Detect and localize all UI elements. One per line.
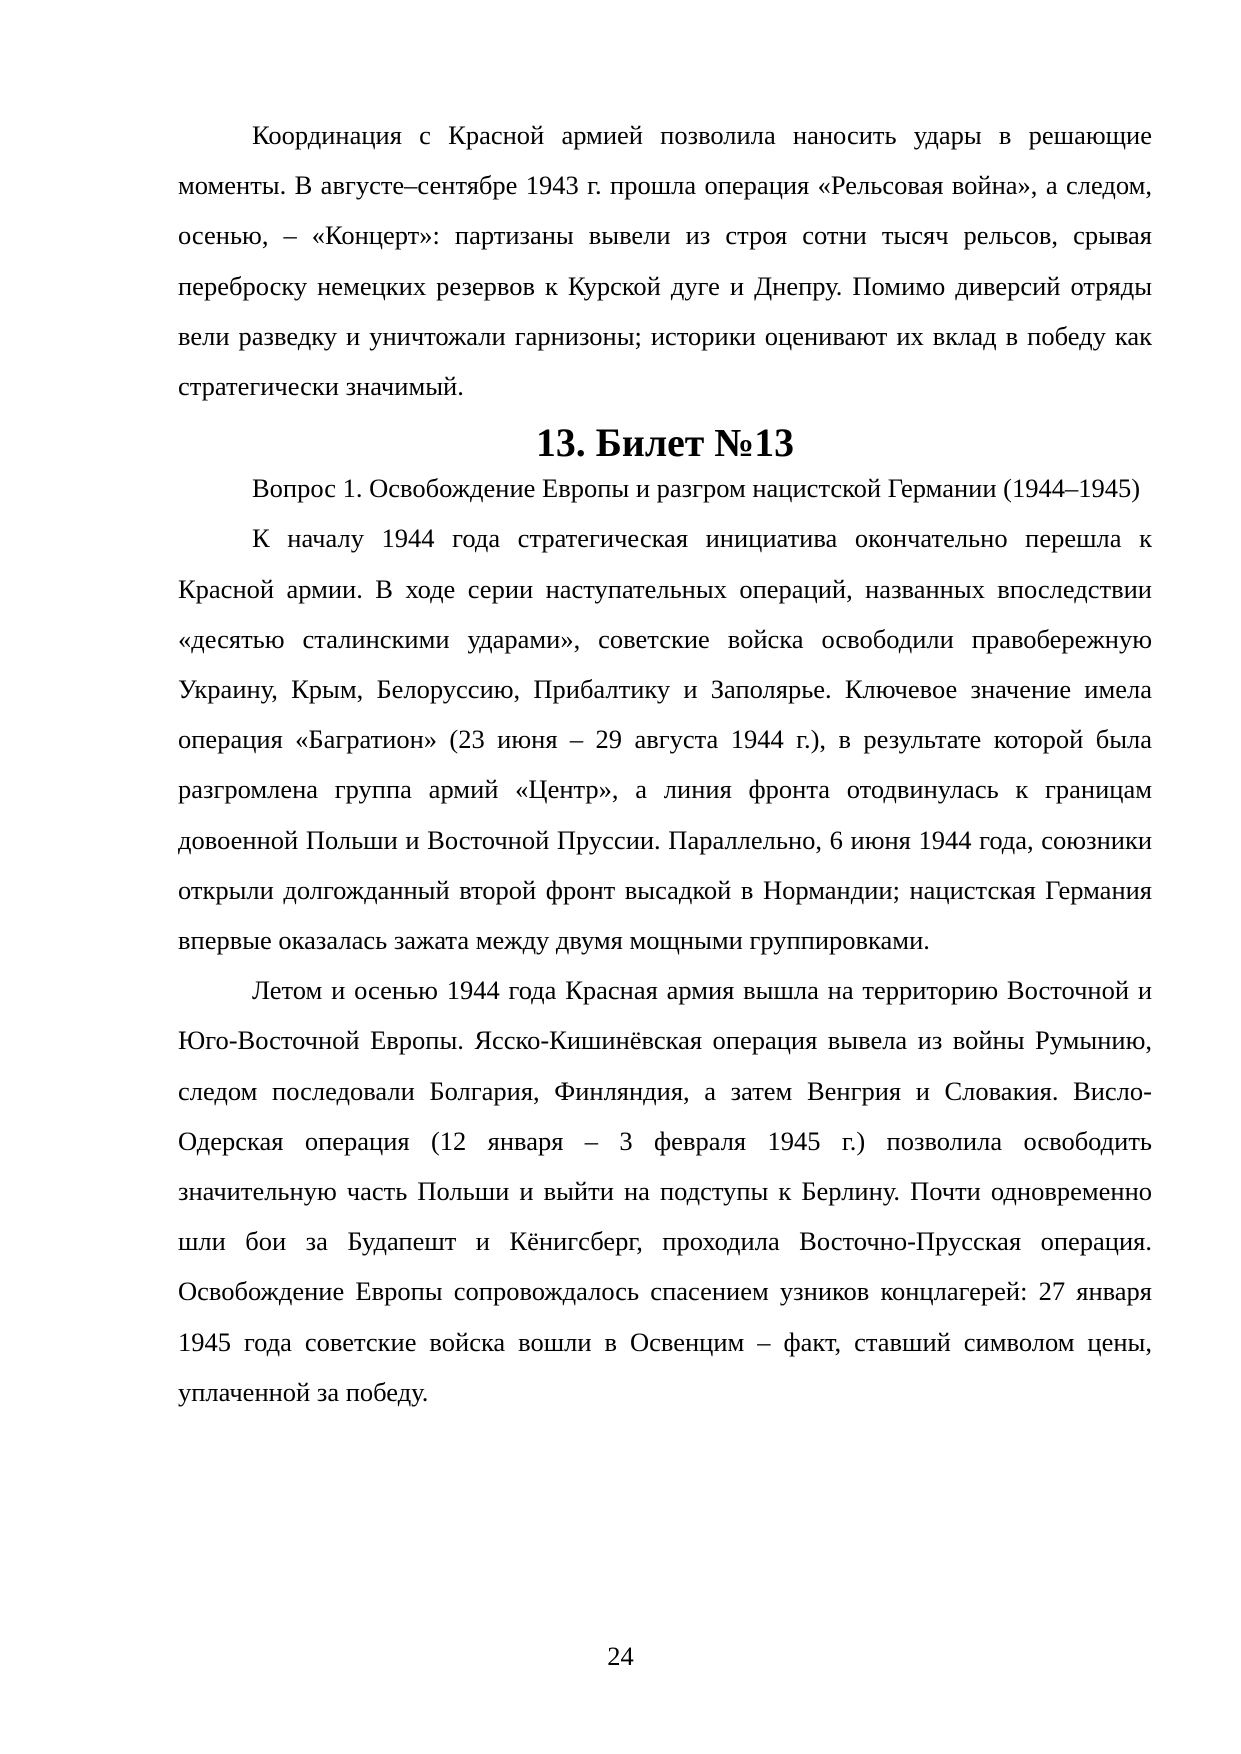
document-page <box>178 110 1152 1417</box>
page-number: 24 <box>607 1641 634 1671</box>
section-heading: 13. Билет №13 <box>536 421 794 466</box>
question-title: Вопрос 1. Освобождение Европы и разгром нацистской Германии (1944–1945) <box>252 473 1141 504</box>
paragraph-1944-offensives: К началу 1944 года стратегическая инициатива окончательно перешла к Красной армии. В ходе серии наступательных операций, названных впоследствии «десятью сталинскими ударами», советские войска освободили правобережную Украину, Крым, Белоруссию, Прибалтику и Заполярье. Ключевое значение имела операция «Багратион» (23 июня – 29 августа 1944 г.), в результате которой была разгромлена группа армий «Центр», а линия фронта отодвинулась к границам довоенной Польши и Восточной Пруссии. Параллельно, 6 июня 1944 года, союзники открыли долгожданный второй фронт высадкой в Нормандии; нацистская Германия впервые оказалась зажата между двумя мощными группировками. <box>178 523 1152 956</box>
paragraph-partisan-coordination: Координация с Красной армией позволила наносить удары в решающие моменты. В августе–сентябре 1943 г. прошла операция «Рельсовая война», а следом, осенью, – «Концерт»: партизаны вывели из строя сотни тысяч рельсов, срывая переброску немецких резервов к Курской дуге и Днепру. Помимо диверсий отряды вели разведку и уничтожали гарнизоны; историки оценивают их вклад в победу как стратегически значимый. <box>178 120 1152 402</box>
paragraph-liberation-of-europe: Летом и осенью 1944 года Красная армия вышла на территорию Восточной и Юго-Восточной Европы. Ясско-Кишинёвская операция вывела из войны Румынию, следом последовали Болгария, Финляндия, а затем Венгрия и Словакия. Висло-Одерская операция (12 января – 3 февраля 1945 г.) позволила освободить значительную часть Польши и выйти на подступы к Берлину. Почти одновременно шли бои за Будапешт и Кёнигсберг, проходила Восточно-Прусская операция. Освобождение Европы сопровождалось спасением узников концлагерей: 27 января 1945 года советские войска вошли в Освенцим – факт, ставший символом цены, уплаченной за победу. <box>178 975 1152 1407</box>
